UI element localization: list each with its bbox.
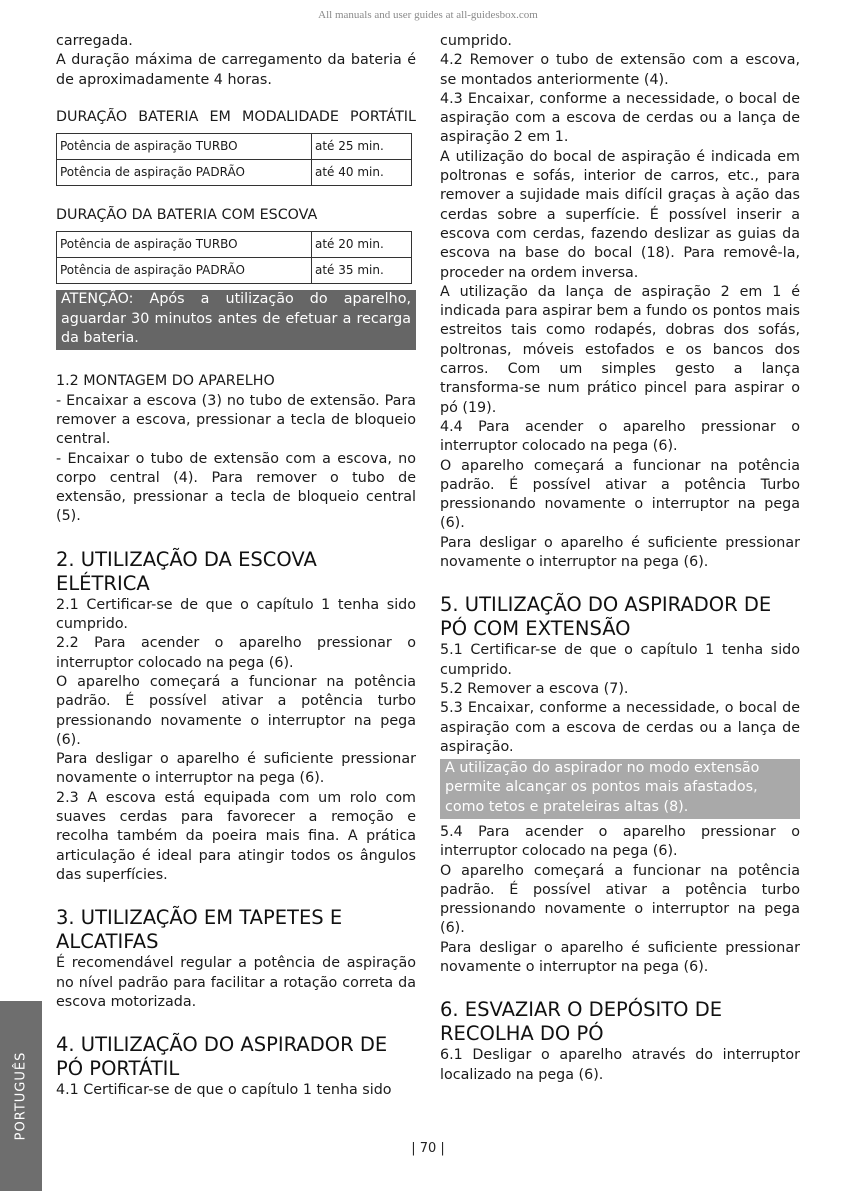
assembly-title: 1.2 MONTAGEM DO APARELHO [56,373,275,390]
attention-note: ATENÇÃO: Após a utilização do aparelho, aguardar 30 minutos antes de efetuar a recarga da bateria. [56,290,416,350]
battery-portable-table [56,133,412,186]
paragraph: O aparelho começará a funcionar na potência padrão. É possível ativar a potência turbo pressionando novamente o interruptor na pega (6). [56,673,416,748]
paragraph: 2.3 A escova está equipada com um rolo com suaves cerdas para favorecer a remoção e recolha também da poeira mais fina. A prática articulação é ideal para atingir todos os ângulos das superfícies. [56,789,416,883]
paragraph: A utilização da lança de aspiração 2 em 1 é indicada para aspirar bem a fundo os pontos mais estreitos tais como rodapés, dobras dos sofás, poltronas, móveis estofados e os bancos dos carros. Com um simples gesto a lança transforma-se num prático pincel para aspirar o pó (19). [440,283,800,416]
paragraph: 6.1 Desligar o aparelho através do interruptor localizado na pega (6). [440,1047,800,1083]
paragraph: Para desligar o aparelho é suficiente pressionar novamente o interruptor na pega (6). [440,939,800,976]
paragraph: 5.2 Remover a escova (7). [440,680,629,697]
page-number: | 70 | [411,1141,445,1156]
paragraph: 4.2 Remover o tubo de extensão com a escova, se montados anteriormente (4). [440,52,800,88]
battery-brush-table [56,231,412,284]
table-row [57,258,412,284]
table-cell: Potência de aspiração TURBO [57,134,312,160]
table-cell: até 20 min. [312,232,412,258]
language-tab [0,1001,42,1191]
section-2-title: 2. UTILIZAÇÃO DA ESCOVA ELÉTRICA [56,547,317,595]
right-column [440,32,800,1085]
table-cell: até 35 min. [312,258,412,284]
section-6-title: 6. ESVAZIAR O DEPÓSITO DE RECOLHA DO PÓ [440,998,723,1046]
paragraph: Para desligar o aparelho é suficiente pressionar novamente o interruptor na pega (6). [56,751,416,787]
table-cell: Potência de aspiração PADRÃO [57,160,312,186]
paragraph: 5.4 Para acender o aparelho pressionar o interruptor colocado na pega (6). [440,823,800,860]
paragraph: 4.1 Certificar-se de que o capítulo 1 tenha sido [56,1082,392,1099]
paragraph: 4.4 Para acender o aparelho pressionar o interruptor colocado na pega (6). [440,418,800,455]
paragraph: 2.2 Para acender o aparelho pressionar o interruptor colocado na pega (6). [56,635,416,671]
watermark: All manuals and user guides at all-guidesbox.com [318,9,538,21]
section-4-title: 4. UTILIZAÇÃO DO ASPIRADOR DE PÓ PORTÁTIL [56,1033,388,1081]
paragraph: O aparelho começará a funcionar na potência padrão. É possível ativar a potência Turbo pressionando novamente o interruptor na pega (6). [440,457,800,532]
paragraph: cumprido. [440,33,512,49]
extension-note: A utilização do aspirador no modo extensão permite alcançar os pontos mais afastados, como tetos e prateleiras altas (8). [440,759,800,819]
paragraph: Para desligar o aparelho é suficiente pressionar novamente o interruptor na pega (6). [440,534,800,571]
left-column [56,32,416,1100]
paragraph: O aparelho começará a funcionar na potência padrão. É possível ativar a potência turbo pressionando novamente o interruptor na pega (6). [440,862,800,937]
table-cell: até 25 min. [312,134,412,160]
section-5-title: 5. UTILIZAÇÃO DO ASPIRADOR DE PÓ COM EXTENSÃO [440,593,772,641]
paragraph: A duração máxima de carregamento da bateria é de aproximadamente 4 horas. [56,52,416,88]
table-row [57,134,412,160]
paragraph: - Encaixar a escova (3) no tubo de extensão. Para remover a escova, pressionar a tecla de bloqueio central. [56,392,416,448]
table-row [57,232,412,258]
paragraph: 5.3 Encaixar, conforme a necessidade, o bocal de aspiração com a escova de cerdas ou a lança de aspiração. [440,700,800,755]
paragraph: 5.1 Certificar-se de que o capítulo 1 tenha sido cumprido. [440,642,800,678]
paragraph: carregada. [56,33,133,49]
table-cell: até 40 min. [312,160,412,186]
table-cell: Potência de aspiração PADRÃO [57,258,312,284]
paragraph: É recomendável regular a potência de aspiração no nível padrão para facilitar a rotação correta da escova motorizada. [56,955,416,1010]
language-tab-label: PORTUGUÊS [13,1051,29,1141]
table-cell: Potência de aspiração TURBO [57,232,312,258]
paragraph: - Encaixar o tubo de extensão com a escova, no corpo central (4). Para remover o tubo de extensão, pressionar a tecla de bloqueio central (5). [56,450,416,525]
battery-portable-title: DURAÇÃO BATERIA EM MODALIDADE PORTÁTIL [56,108,416,125]
section-3-title: 3. UTILIZAÇÃO EM TAPETES E ALCATIFAS [56,906,343,954]
paragraph: 2.1 Certificar-se de que o capítulo 1 tenha sido cumprido. [56,596,416,633]
paragraph: A utilização do bocal de aspiração é indicada em poltronas e sofás, interior de carros, etc., para remover a sujidade mais difícil graças à ação das cerdas sobre a superfície. É possível inserir a escova com cerdas, fazendo deslizar as guias da escova na base do bocal (18). Para removê-la, proceder na ordem inversa. [440,148,800,281]
table-row [57,160,412,186]
battery-brush-title: DURAÇÃO DA BATERIA COM ESCOVA [56,207,318,224]
paragraph: 4.3 Encaixar, conforme a necessidade, o bocal de aspiração com a escova de cerdas ou a lança de aspiração 2 em 1. [440,90,800,146]
